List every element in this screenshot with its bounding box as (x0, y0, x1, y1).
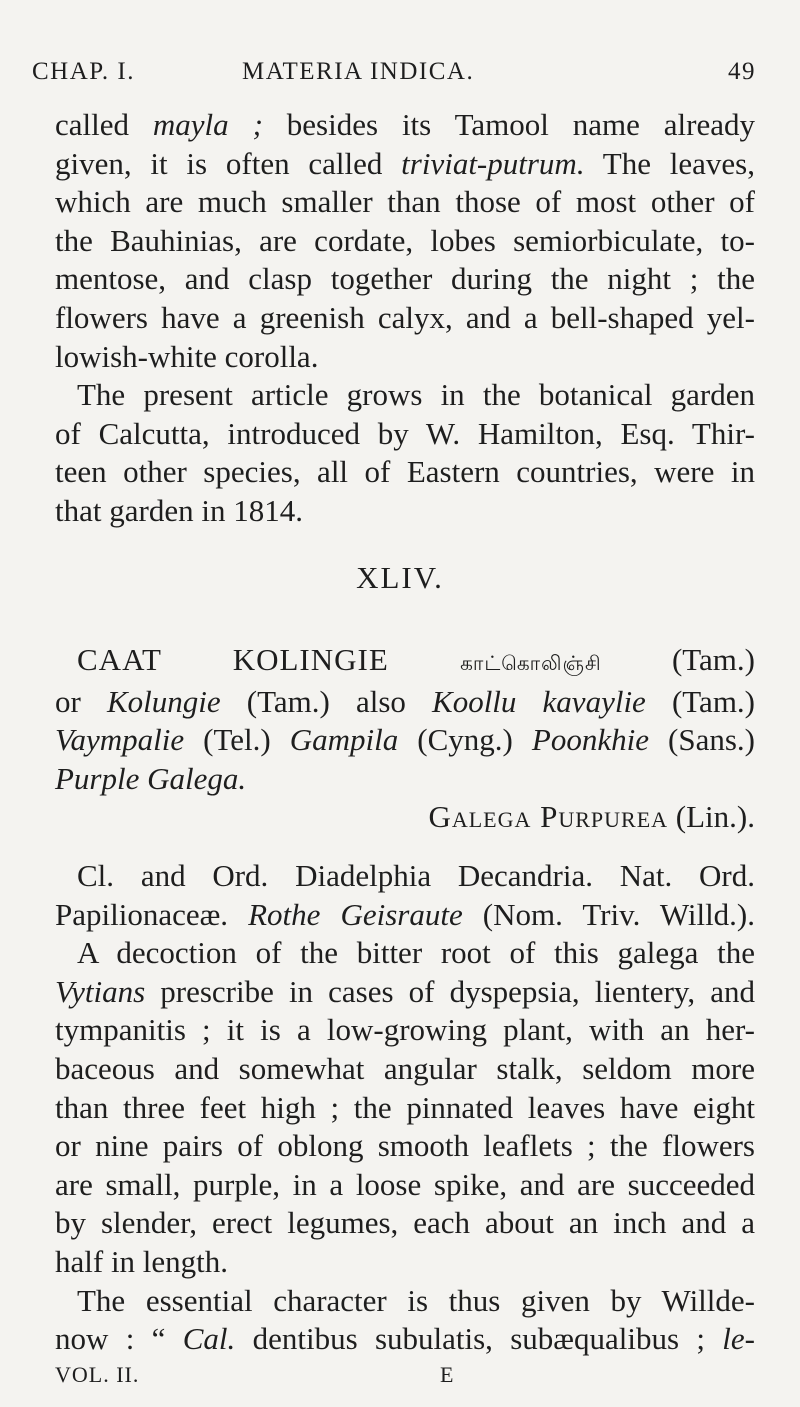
text-line: of Calcutta, introduced by W. Hamilton, Esq. Thir- (55, 415, 755, 451)
text-line: given, it is often called triviat-putrum. The leaves, (55, 145, 755, 181)
text-line: than three feet high ; the pinnated leaves have eight (55, 1089, 755, 1125)
volume-label: VOL. II. (55, 1362, 140, 1387)
text-line: flowers have a greenish calyx, and a bell-shaped yel- (55, 299, 755, 335)
text-line: called mayla ; besides its Tamool name already (55, 107, 755, 142)
section-heading: XLIV. (356, 560, 444, 595)
text-line: or Kolungie (Tam.) also Koollu kavaylie (Tam.) (55, 683, 756, 719)
page-number: 49 (728, 58, 756, 85)
signature-mark: E (440, 1362, 455, 1387)
page-footer (55, 1362, 455, 1388)
text-line: CAAT KOLINGIE காட்கொலிஞ்சி (Tam.) (77, 642, 755, 677)
text-line: lowish-white corolla. (55, 338, 319, 374)
text-line: The present article grows in the botanical garden (77, 377, 755, 413)
entry-names (55, 641, 755, 837)
text-line (55, 760, 755, 799)
text-line: Galega Purpurea (Lin.). (428, 799, 755, 835)
text-line: A decoction of the bitter root of this galega the (77, 935, 755, 971)
paragraph-description (55, 857, 755, 1359)
text-line: Vaympalie (Tel.) Gampila (Cyng.) Poonkhie (Sans.) (55, 722, 755, 758)
text-line: half in length. (55, 1243, 229, 1279)
text-line: baceous and somewhat angular stalk, seldom more (55, 1050, 755, 1086)
chapter-label: CHAP. I. (32, 58, 135, 85)
latin-name: Galega Purpurea (428, 799, 669, 835)
paragraph-continuation (55, 106, 755, 531)
text-line: teen other species, all of Eastern countries, were in (55, 454, 755, 490)
text-line: that garden in 1814. (55, 492, 303, 528)
tamil-name: காட்கொலிஞ்சி (460, 651, 602, 675)
text-line: mentose, and clasp together during the night ; the (55, 261, 755, 297)
text-line: which are much smaller than those of most other of (55, 184, 755, 220)
text-line: The essential character is thus given by Willde- (77, 1282, 755, 1318)
text-line: are small, purple, in a loose spike, and are succeeded (55, 1166, 755, 1202)
text-line: Vytians prescribe in cases of dyspepsia, lientery, and (55, 973, 755, 1009)
english-name: Purple Galega. (55, 760, 247, 796)
text-line: the Bauhinias, are cordate, lobes semiorbiculate, to- (55, 222, 755, 258)
text-line: tympanitis ; it is a low-growing plant, with an her- (55, 1012, 755, 1048)
text-line: now : “ Cal. dentibus subulatis, subæqualibus ; le- (55, 1321, 755, 1357)
text-line: Papilionaceæ. Rothe Geisraute (Nom. Triv. Willd.). (55, 896, 756, 932)
running-title: MATERIA INDICA. (242, 58, 475, 85)
text-line: or nine pairs of oblong smooth leaflets ; the flowers (55, 1128, 755, 1164)
text-line: Cl. and Ord. Diadelphia Decandria. Nat. Ord. (77, 858, 755, 893)
text-line: by slender, erect legumes, each about an inch and a (55, 1205, 755, 1241)
